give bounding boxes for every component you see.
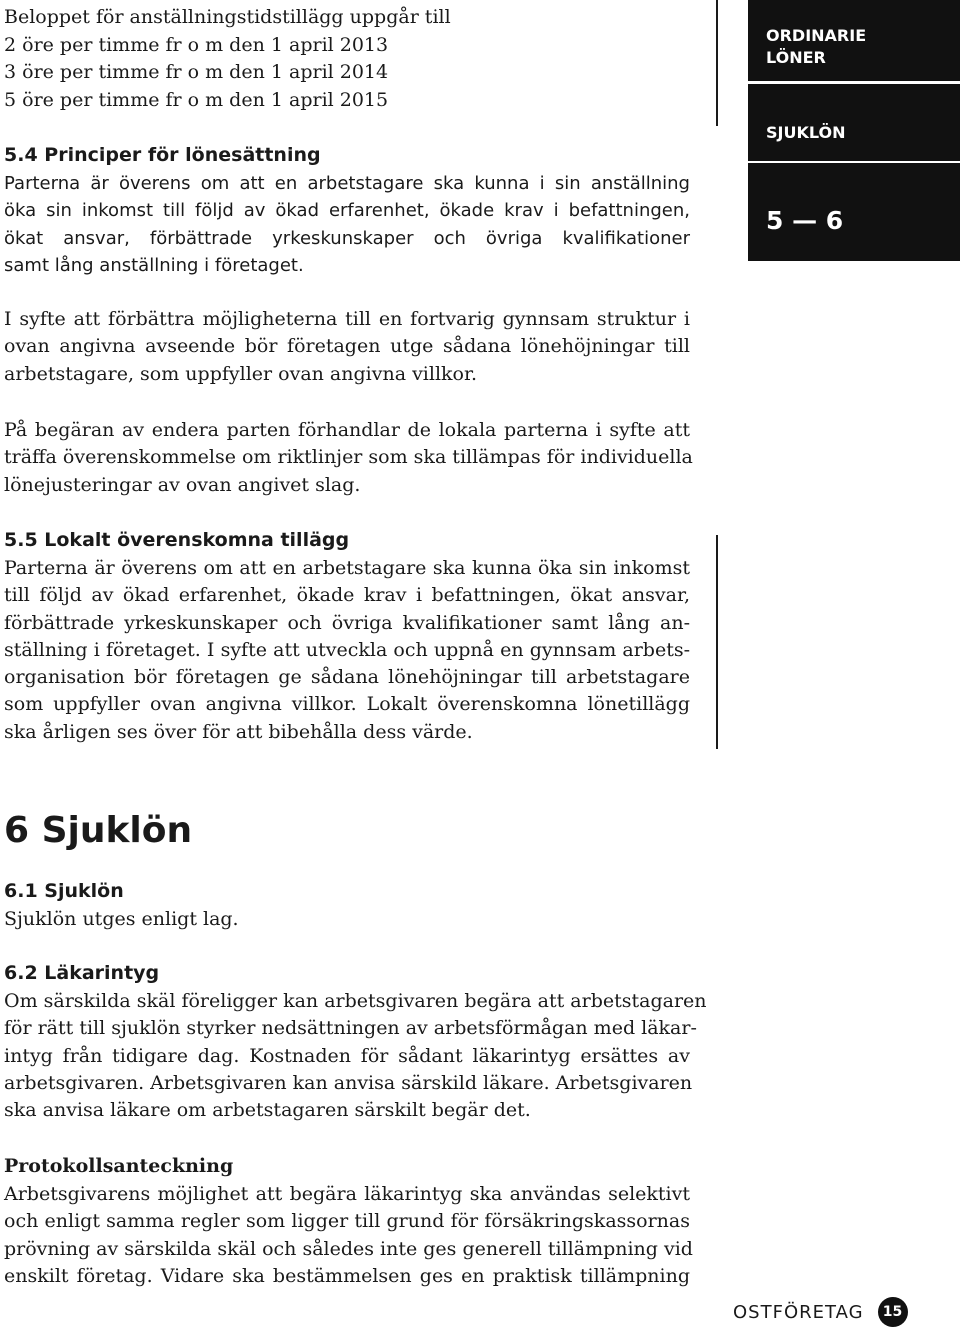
paragraph-line: På begäran av endera parten förhandlar de lokala parterna i syfte att xyxy=(4,419,690,441)
paragraph-line: ställning i företaget. I syfte att utveckla och uppnå en gynnsam arbets- xyxy=(4,638,690,661)
intro-line: 2 öre per timme fr o m den 1 april 2013 xyxy=(4,33,389,56)
paragraph-line: ökat ansvar, förbättrade yrkeskunskaper och övriga kvalifikationer xyxy=(4,227,690,249)
section-6-1-heading: 6.1 Sjuklön xyxy=(4,880,124,902)
paragraph-line: förbättrade yrkeskunskaper och övriga kvalifikationer samt lång an- xyxy=(4,611,690,634)
begaran-paragraph xyxy=(4,417,693,499)
paragraph-line: Arbetsgivarens möjlighet att begära läkarintyg ska användas selektivt xyxy=(4,1183,690,1205)
tab-label: LÖNER xyxy=(766,48,826,67)
tab-label: SJUKLÖN xyxy=(766,123,846,142)
paragraph-line: prövning av särskilda skäl och således inte ges generell tillämpning vid xyxy=(4,1237,693,1260)
paragraph-line: I syfte att förbättra möjligheterna till en fortvarig gynnsam struktur i xyxy=(4,308,690,330)
paragraph-line: Om särskilda skäl föreligger kan arbetsgivaren begära att arbetstagaren xyxy=(4,990,707,1012)
tab-label: ORDINARIE xyxy=(766,26,867,45)
paragraph-line: till följd av ökad erfarenhet, ökade krav i befattningen, ökat ansvar, xyxy=(4,584,690,607)
paragraph-line: arbetsgivaren. Arbetsgivaren kan anvisa särskild läkare. Arbetsgivaren xyxy=(4,1071,693,1094)
paragraph-line: ovan angivna avseende bör företagen utge sådana lönehöjningar till xyxy=(4,335,690,358)
tab-ordinarie-loner[interactable] xyxy=(748,0,960,81)
section-5-4-paragraph xyxy=(4,170,690,279)
intro-line: 3 öre per timme fr o m den 1 april 2014 xyxy=(4,61,389,83)
paragraph-line: öka sin inkomst till följd av ökad erfarenhet, ökade krav i befattningen, xyxy=(4,200,690,222)
page-footer xyxy=(733,1297,908,1327)
intro-line: 5 öre per timme fr o m den 1 april 2015 xyxy=(4,88,389,111)
paragraph-line: träffa överenskommelse om riktlinjer som ska tillämpas för individuella xyxy=(4,446,693,469)
paragraph-line: intyg från tidigare dag. Kostnaden för sådant läkarintyg ersättes av xyxy=(4,1044,690,1067)
section-5-5-heading: 5.5 Lokalt överenskomna tillägg xyxy=(4,529,350,551)
intro-line: Beloppet för anställningstidstillägg uppgår till xyxy=(4,6,451,28)
paragraph-line: organisation bör företagen ge sådana lönehöjningar till arbetstagare xyxy=(4,666,690,689)
paragraph-line: lönejusteringar av ovan angivet slag. xyxy=(4,473,361,496)
paragraph-line: Sjuklön utges enligt lag. xyxy=(4,908,239,930)
change-bar xyxy=(716,0,718,126)
intro-paragraph xyxy=(4,4,451,114)
section-6-2-heading: 6.2 Läkarintyg xyxy=(4,962,160,984)
paragraph-line: samt lång anställning i företaget. xyxy=(4,254,304,276)
section-5-5-paragraph xyxy=(4,555,690,746)
change-bar xyxy=(716,535,718,749)
paragraph-line: arbetstagare, som uppfyller ovan angivna villkor. xyxy=(4,362,478,385)
paragraph-line: som uppfyller ovan angivna villkor. Lokalt överenskomna lönetillägg xyxy=(4,693,690,716)
tab-chapter-range[interactable] xyxy=(748,163,960,261)
chapter-heading: 6 Sjuklön xyxy=(4,810,193,851)
syfte-paragraph xyxy=(4,306,690,388)
paragraph-line: ska årligen ses över för att bibehålla dess värde. xyxy=(4,720,473,743)
section-5-4-heading: 5.4 Principer för lönesättning xyxy=(4,144,321,166)
protokoll-paragraph xyxy=(4,1181,693,1290)
section-6-1-paragraph xyxy=(4,906,239,933)
page-number: 15 xyxy=(878,1297,908,1327)
paragraph-line: Parterna är överens om att en arbetstagare ska kunna i sin anställning xyxy=(4,173,690,194)
paragraph-line: ska anvisa läkare om arbetstagaren särskilt begär det. xyxy=(4,1099,531,1122)
tab-label: 5 — 6 xyxy=(766,206,844,235)
tab-sjuklon[interactable] xyxy=(748,84,960,161)
section-tabs xyxy=(748,0,960,261)
paragraph-line: för rätt till sjuklön styrker nedsättningen av arbetsförmågan med läkar- xyxy=(4,1017,697,1040)
paragraph-line: Parterna är överens om att en arbetstagare ska kunna öka sin inkomst xyxy=(4,557,690,579)
paragraph-line: och enligt samma regler som ligger till grund för försäkringskassornas xyxy=(4,1210,690,1233)
footer-brand: OSTFÖRETAG xyxy=(733,1301,864,1323)
protokoll-heading: Protokollsanteckning xyxy=(4,1155,234,1177)
paragraph-line: enskilt företag. Vidare ska bestämmelsen ges en praktisk tillämpning xyxy=(4,1264,690,1287)
section-6-2-paragraph xyxy=(4,988,707,1124)
